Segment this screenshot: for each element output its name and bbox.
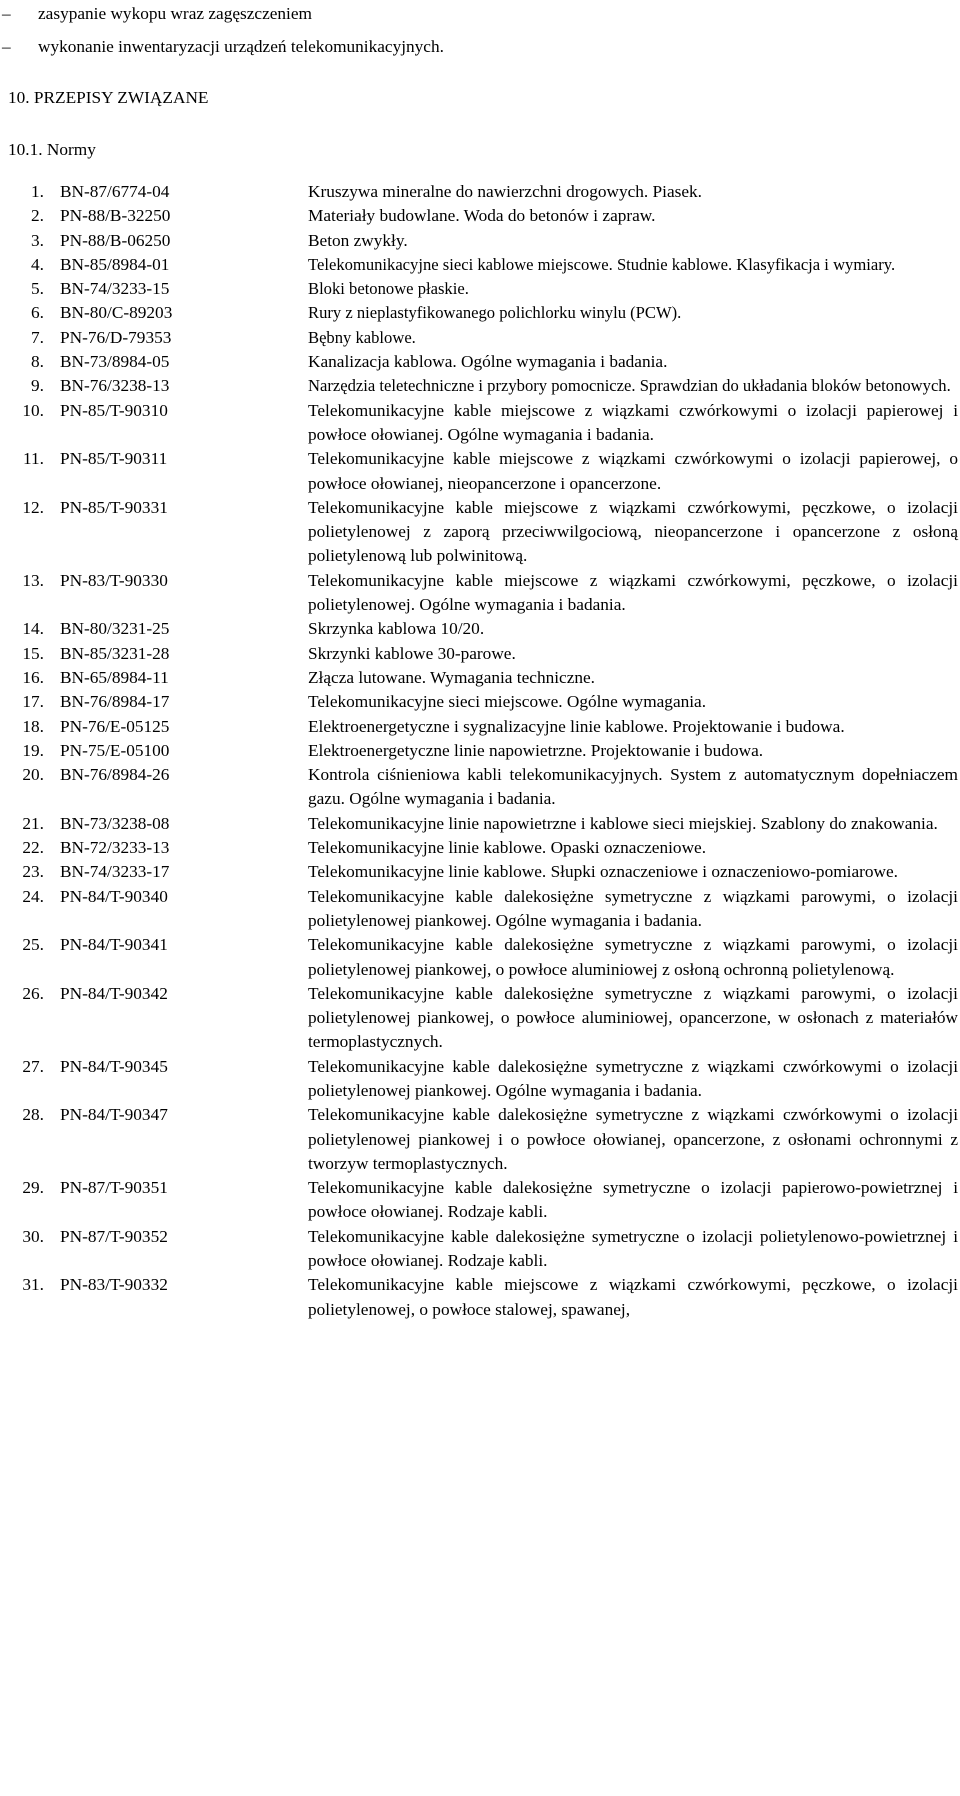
norm-item xyxy=(0,860,960,884)
norm-description: Beton zwykły. xyxy=(308,230,408,250)
norm-number: 3. xyxy=(31,230,44,250)
norm-description: Telekomunikacyjne kable miejscowe z wiązkami czwórkowymi o izolacji papierowej i powłoce ołowianej. Ogólne wymagania i badania. xyxy=(308,400,958,444)
norm-number: 20. xyxy=(22,765,44,785)
norm-item xyxy=(0,885,960,934)
norm-item xyxy=(0,1176,960,1225)
norm-code: BN-73/8984-05 xyxy=(60,352,170,372)
norm-item xyxy=(0,180,960,204)
norm-code: PN-76/D-79353 xyxy=(60,327,172,347)
norm-description: Telekomunikacyjne kable dalekosiężne symetryczne z wiązkami czwórkowymi o izolacji polietylenowej piankowej i o powłoce ołowianej, opancerzone, z osłonami ochronnymi z tworzyw termoplastycznych. xyxy=(308,1105,958,1173)
norm-item xyxy=(0,1225,960,1274)
norm-number: 1. xyxy=(31,182,44,201)
norm-code: BN-80/3231-25 xyxy=(60,619,170,639)
norm-description: Telekomunikacyjne kable miejscowe z wiązkami czwórkowymi, pęczkowe, o izolacji polietylenowej z zaporą przeciwwilgociową, nieopancerzone i opancerzone z osłoną polietylenową lub polwinitową. xyxy=(308,497,958,566)
norm-description: Telekomunikacyjne linie kablowe. Opaski oznaczeniowe. xyxy=(308,838,707,858)
norm-code: PN-88/B-32250 xyxy=(60,206,171,226)
norm-description: Telekomunikacyjne linie napowietrzne i kablowe sieci miejskiej. Szablony do znakowania. xyxy=(308,813,938,833)
norm-item xyxy=(0,715,960,739)
norm-description: Telekomunikacyjne sieci kablowe miejscowe. Studnie kablowe. Klasyfikacja i wymiary. xyxy=(308,254,896,274)
norm-code: BN-85/3231-28 xyxy=(60,643,170,663)
norm-description: Materiały budowlane. Woda do betonów i zapraw. xyxy=(308,206,656,226)
norm-code: BN-72/3233-13 xyxy=(60,838,170,858)
norm-number: 10. xyxy=(22,400,44,420)
norm-item xyxy=(0,569,960,618)
norm-code: PN-84/T-90342 xyxy=(60,983,168,1003)
norm-code: PN-84/T-90341 xyxy=(60,935,168,955)
norm-number: 9. xyxy=(31,376,44,396)
norm-item xyxy=(0,617,960,641)
bullet-text: zasypanie wykopu wraz zagęszczeniem xyxy=(38,4,312,23)
norm-code: BN-74/3233-15 xyxy=(60,279,170,299)
norm-code: BN-76/8984-17 xyxy=(60,692,170,712)
norm-item xyxy=(0,1103,960,1176)
norm-item xyxy=(0,763,960,812)
norm-description: Telekomunikacyjne kable miejscowe z wiązkami czwórkowymi, pęczkowe, o izolacji polietylenowej. Ogólne wymagania i badania. xyxy=(308,570,958,615)
norm-description: Złącza lutowane. Wymagania techniczne. xyxy=(308,667,595,687)
norm-item xyxy=(0,350,960,374)
norm-number: 26. xyxy=(22,983,44,1003)
section-heading: 10. PRZEPISY ZWIĄZANE xyxy=(8,88,209,107)
norm-item xyxy=(0,739,960,763)
norm-code: PN-88/B-06250 xyxy=(60,230,171,250)
norms-list xyxy=(0,180,960,1322)
norm-code: BN-85/8984-01 xyxy=(60,254,170,274)
norm-code: BN-65/8984-11 xyxy=(60,667,169,687)
bullet-list xyxy=(0,2,960,68)
norm-code: PN-87/T-90352 xyxy=(60,1226,168,1246)
norm-code: PN-76/E-05125 xyxy=(60,716,170,736)
norm-code: PN-85/T-90331 xyxy=(60,497,168,517)
norm-code: PN-83/T-90330 xyxy=(60,570,168,590)
bullet-dash: – xyxy=(2,37,11,56)
norm-description: Kanalizacja kablowa. Ogólne wymagania i badania. xyxy=(308,352,668,372)
norm-number: 28. xyxy=(22,1105,44,1125)
norm-number: 22. xyxy=(22,838,44,858)
norm-description: Telekomunikacyjne kable dalekosiężne symetryczne z wiązkami parowymi, o izolacji polietylenowej piankowej, o powłoce aluminiowej z osłoną ochronną polietylenową. xyxy=(308,935,958,979)
norm-description: Elektroenergetyczne i sygnalizacyjne linie kablowe. Projektowanie i budowa. xyxy=(308,716,845,736)
norm-number: 2. xyxy=(31,206,44,226)
norm-description: Telekomunikacyjne kable dalekosiężne symetryczne z wiązkami parowymi, o izolacji polietylenowej piankowej, o powłoce aluminiowej, opancerzone, w osłonach z materiałów termoplastycznych. xyxy=(308,983,958,1052)
norm-code: PN-85/T-90310 xyxy=(60,400,168,420)
norm-code: PN-83/T-90332 xyxy=(60,1275,168,1295)
norm-item xyxy=(0,982,960,1055)
norm-number: 8. xyxy=(31,352,44,372)
norm-description: Telekomunikacyjne sieci miejscowe. Ogólne wymagania. xyxy=(308,692,707,712)
norm-number: 13. xyxy=(22,570,44,590)
norm-code: PN-75/E-05100 xyxy=(60,740,170,760)
norm-description: Telekomunikacyjne kable miejscowe z wiązkami czwórkowymi o izolacji papierowej, o powłoce ołowianej, nieopancerzone i opancerzone. xyxy=(308,449,958,493)
norm-code: PN-84/T-90340 xyxy=(60,886,168,906)
norm-code: BN-80/C-89203 xyxy=(60,303,173,323)
norm-item xyxy=(0,933,960,982)
norm-item xyxy=(0,1273,960,1322)
norm-number: 6. xyxy=(31,303,44,323)
norm-number: 12. xyxy=(22,497,44,517)
norm-item xyxy=(0,204,960,228)
norm-description: Telekomunikacyjne linie kablowe. Słupki oznaczeniowe i oznaczeniowo-pomiarowe. xyxy=(308,862,898,882)
norm-item xyxy=(0,301,960,325)
norm-description: Telekomunikacyjne kable dalekosiężne symetryczne o izolacji papierowo-powietrznej i powłoce ołowianej. Rodzaje kabli. xyxy=(308,1178,958,1222)
norm-number: 29. xyxy=(22,1178,44,1198)
norm-item xyxy=(0,1055,960,1104)
norm-code: BN-73/3238-08 xyxy=(60,813,170,833)
norm-code: BN-87/6774-04 xyxy=(60,182,170,201)
norm-description: Telekomunikacyjne kable dalekosiężne symetryczne o izolacji polietylenowo-powietrznej i powłoce ołowianej. Rodzaje kabli. xyxy=(308,1226,958,1271)
norm-number: 15. xyxy=(22,643,44,663)
norm-description: Skrzynki kablowe 30-parowe. xyxy=(308,643,516,663)
norm-item xyxy=(0,836,960,860)
norm-item xyxy=(0,690,960,714)
norm-number: 14. xyxy=(22,619,44,639)
norm-code: BN-74/3233-17 xyxy=(60,862,170,882)
norm-number: 27. xyxy=(22,1056,44,1076)
norm-item xyxy=(0,374,960,398)
norm-code: BN-76/8984-26 xyxy=(60,765,170,785)
norm-item xyxy=(0,229,960,253)
norm-description: Bębny kablowe. xyxy=(308,327,416,347)
norm-description: Skrzynka kablowa 10/20. xyxy=(308,619,485,639)
norm-description: Bloki betonowe płaskie. xyxy=(308,279,469,299)
norm-description: Telekomunikacyjne kable dalekosiężne symetryczne z wiązkami parowymi, o izolacji polietylenowej piankowej. Ogólne wymagania i badania. xyxy=(308,886,958,930)
norm-number: 21. xyxy=(22,813,44,833)
list-item xyxy=(0,35,960,68)
norm-number: 25. xyxy=(22,935,44,955)
bullet-dash: – xyxy=(2,4,11,23)
subsection-heading: 10.1. Normy xyxy=(8,140,96,159)
norm-description: Kruszywa mineralne do nawierzchni drogowych. Piasek. xyxy=(308,182,702,201)
norm-code: BN-76/3238-13 xyxy=(60,376,170,396)
norm-number: 23. xyxy=(22,862,44,882)
norm-item xyxy=(0,277,960,301)
norm-item xyxy=(0,496,960,569)
norm-number: 24. xyxy=(22,886,44,906)
norm-number: 30. xyxy=(22,1226,44,1246)
norm-number: 7. xyxy=(31,327,44,347)
bullet-text: wykonanie inwentaryzacji urządzeń telekomunikacyjnych. xyxy=(38,37,444,56)
norm-code: PN-85/T-90311 xyxy=(60,449,168,469)
norm-number: 4. xyxy=(31,254,44,274)
norm-number: 11. xyxy=(23,449,44,469)
norm-item xyxy=(0,399,960,448)
norm-description: Kontrola ciśnieniowa kabli telekomunikacyjnych. System z automatycznym dopełniaczem gazu. Ogólne wymagania i badania. xyxy=(308,765,958,809)
norm-number: 19. xyxy=(22,740,44,760)
norm-number: 18. xyxy=(22,716,44,736)
norm-description: Telekomunikacyjne kable dalekosiężne symetryczne z wiązkami czwórkowymi o izolacji polietylenowej piankowej. Ogólne wymagania i badania. xyxy=(308,1056,958,1100)
norm-code: PN-87/T-90351 xyxy=(60,1178,168,1198)
norm-description: Telekomunikacyjne kable miejscowe z wiązkami czwórkowymi, pęczkowe, o izolacji polietylenowej, o powłoce stalowej, spawanej, xyxy=(308,1275,958,1319)
norm-number: 5. xyxy=(31,279,44,299)
norm-description: Narzędzia teletechniczne i przybory pomocnicze. Sprawdzian do układania bloków betonowych. xyxy=(308,376,951,396)
norm-item xyxy=(0,642,960,666)
norm-item xyxy=(0,253,960,277)
norm-item xyxy=(0,326,960,350)
norm-description: Elektroenergetyczne linie napowietrzne. Projektowanie i budowa. xyxy=(308,740,764,760)
norm-code: PN-84/T-90347 xyxy=(60,1105,168,1125)
norm-item xyxy=(0,812,960,836)
norm-code: PN-84/T-90345 xyxy=(60,1056,168,1076)
norm-item xyxy=(0,666,960,690)
norm-description: Rury z nieplastyfikowanego polichlorku winylu (PCW). xyxy=(308,303,682,323)
norm-item xyxy=(0,447,960,496)
norm-number: 31. xyxy=(22,1275,44,1295)
norm-number: 16. xyxy=(22,667,44,687)
norm-number: 17. xyxy=(22,692,44,712)
list-item xyxy=(0,2,960,35)
